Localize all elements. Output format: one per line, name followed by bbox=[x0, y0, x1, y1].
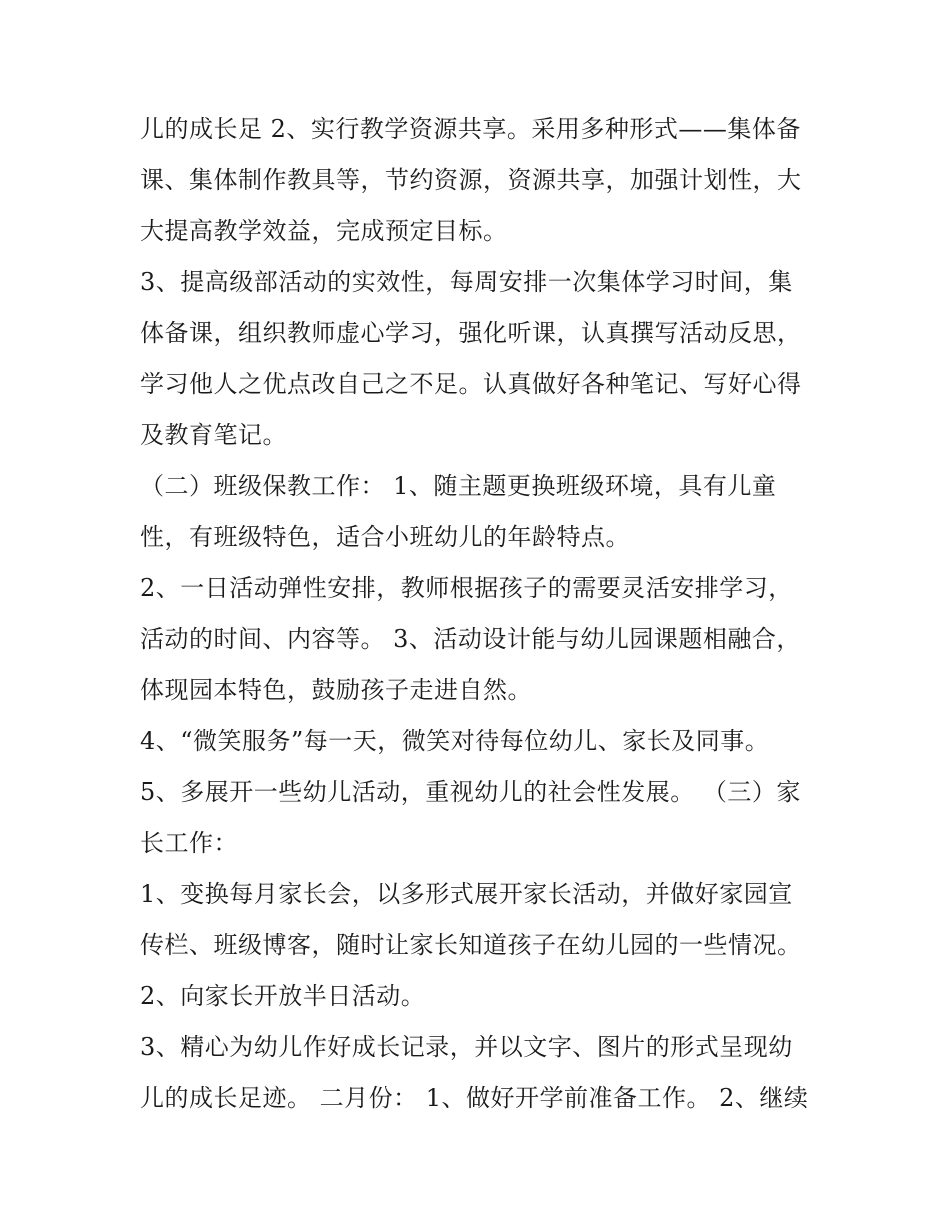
text-line-1: 儿的成长足 2、实行教学资源共享。采用多种形式——集体备 bbox=[140, 115, 801, 143]
text-line-18: 2、向家长开放半日活动。 bbox=[140, 982, 426, 1010]
text-line-9: 性，有班级特色，适合小班幼儿的年龄特点。 bbox=[140, 523, 630, 551]
text-line-4: 3、提高级部活动的实效性，每周安排一次集体学习时间，集 bbox=[140, 268, 793, 296]
text-line-13: 4、“微笑服务”每一天，微笑对待每位幼儿、家长及同事。 bbox=[140, 727, 770, 755]
text-line-6: 学习他人之优点改自己之不足。认真做好各种笔记、写好心得 bbox=[140, 370, 802, 398]
text-line-2: 课、集体制作教具等，节约资源，资源共享，加强计划性，大 bbox=[140, 166, 802, 194]
text-line-12: 体现园本特色，鼓励孩子走进自然。 bbox=[140, 676, 532, 704]
text-line-17: 传栏、班级博客，随时让家长知道孩子在幼儿园的一些情况。 bbox=[140, 931, 802, 959]
text-line-10: 2、一日活动弹性安排，教师根据孩子的需要灵活安排学习， bbox=[140, 574, 793, 602]
text-line-7: 及教育笔记。 bbox=[140, 421, 287, 449]
text-line-3: 大提高教学效益，完成预定目标。 bbox=[140, 217, 508, 245]
document-body bbox=[140, 104, 830, 1124]
text-line-16: 1、变换每月家长会，以多形式展开家长活动，并做好家园宣 bbox=[140, 880, 793, 908]
text-line-11: 活动的时间、内容等。 3、活动设计能与幼儿园课题相融合， bbox=[140, 625, 801, 653]
text-line-19: 3、精心为幼儿作好成长记录，并以文字、图片的形式呈现幼 bbox=[140, 1033, 793, 1061]
text-line-14: 5、多展开一些幼儿活动，重视幼儿的社会性发展。 （三）家 bbox=[140, 778, 801, 806]
text-line-8: （二）班级保教工作： 1、随主题更换班级环境，具有儿童 bbox=[140, 472, 777, 500]
text-line-15: 长工作： bbox=[140, 829, 238, 857]
text-line-20: 儿的成长足迹。 二月份： 1、做好开学前准备工作。 2、继续 bbox=[140, 1084, 809, 1112]
text-line-5: 体备课，组织教师虚心学习，强化听课，认真撰写活动反思， bbox=[140, 319, 802, 347]
